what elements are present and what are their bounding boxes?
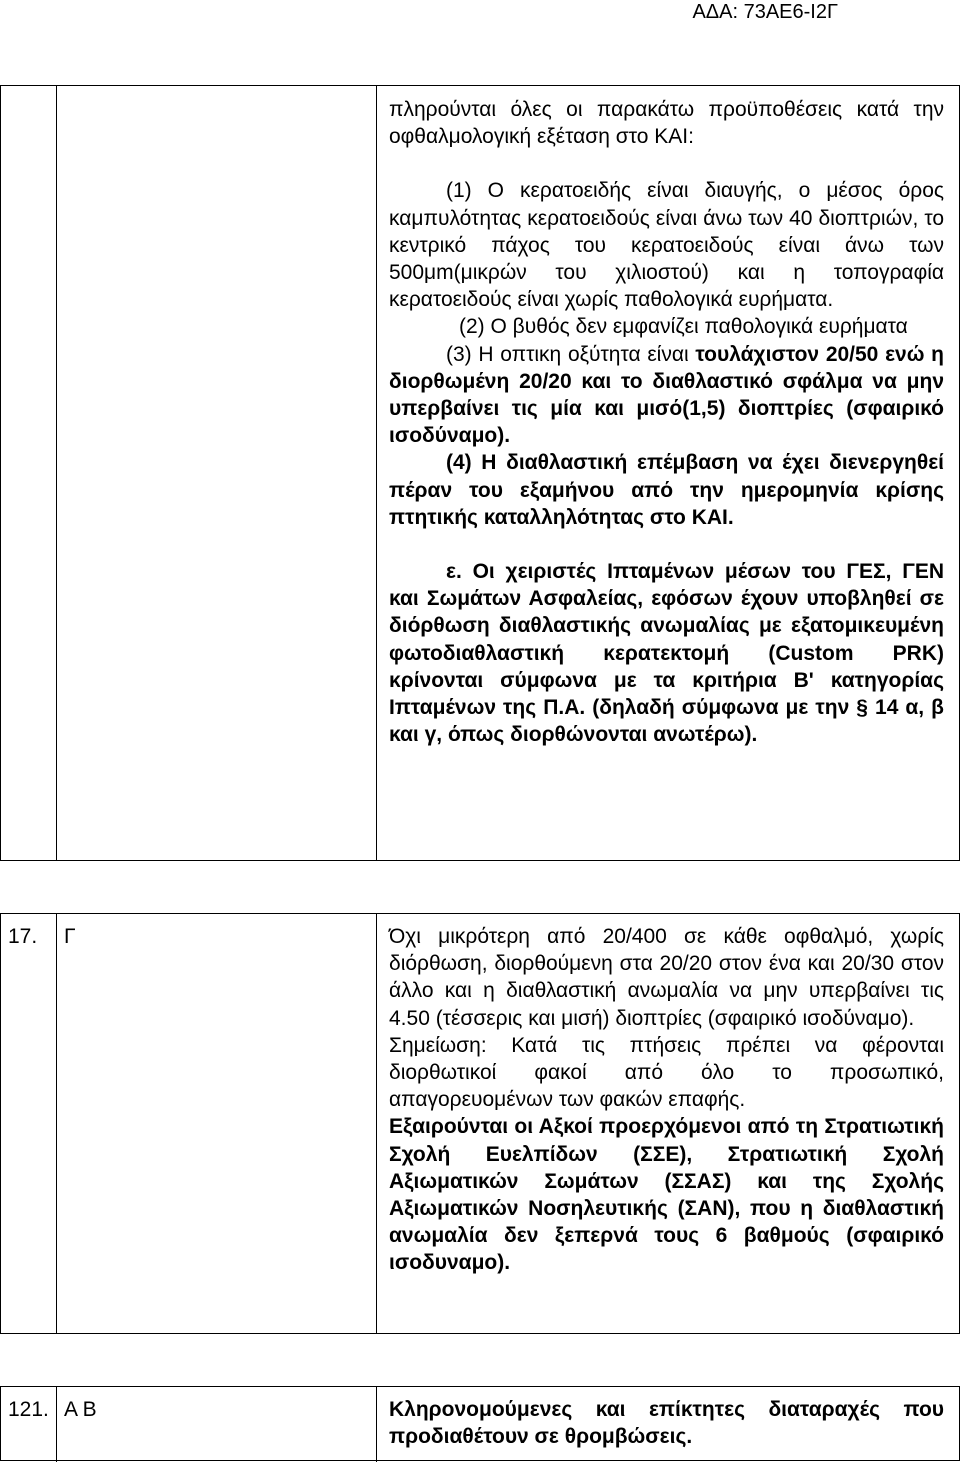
criteria-text-cell xyxy=(389,96,944,748)
row-17-paragraph-1: Όχι μικρότερη από 20/400 σε κάθε οφθαλμό, χωρίς διόρθωση, διορθούμενη στα 20/20 στον ένα και 20/30 στον άλλο και η διαθλαστική ανωμαλία να μην υπερβαίνει τις 4.50 (τέσσερις και μισή) διοπτρίες (σφαιρικό ισοδύναμο). xyxy=(389,925,944,1030)
criteria-table-row-17 xyxy=(0,913,960,1334)
column-divider xyxy=(56,86,57,860)
column-divider xyxy=(376,86,377,860)
intro-paragraph: πληρούνται όλες οι παρακάτω προϋποθέσεις κατά την οφθαλμολογική εξέταση στο ΚΑΙ: xyxy=(389,98,944,149)
condition-item-3-bold: τουλάχιστον 20/50 ενώ η διορθωμένη 20/20 και το διαθλαστικό σφάλμα να μην υπερβαίνει τις μία και μισό(1,5) διοπτρίες (σφαιρικό ισοδύναμο). xyxy=(389,342,944,448)
row-number: 17. xyxy=(8,925,38,948)
criteria-table-row-121 xyxy=(0,1386,960,1461)
ada-header: ΑΔΑ: 73ΑΕ6-Ι2Γ xyxy=(692,1,838,23)
row-category: Γ xyxy=(64,925,76,948)
criteria-table-continued xyxy=(0,85,960,861)
row-category: Α Β xyxy=(64,1398,97,1421)
paragraph-e: ε. Οι χειριστές Ιπταμένων μέσων του ΓΕΣ, ΓΕΝ και Σωμάτων Ασφαλείας, εφόσων έχουν υποβληθεί σε διόρθωση διαθλαστικής ανωμαλίας με εξατομικευμένη φωτοδιαθλαστική κερατεκτομή (Custom PRK) κρίνονται σύμφωνα με τα κριτήρια Β' κατηγορίας Ιπταμένων της Π.Α. (δηλαδή σύμφωνα με την § 14 α, β και γ, όπως διορθώνονται ανωτέρω). xyxy=(389,560,944,747)
row-17-exception: Εξαιρούνται οι Αξκοί προερχόμενοι από τη Στρατιωτική Σχολή Ευελπίδων (ΣΣΕ), Στρατιωτική Σχολή Αξιωματικών Σωμάτων (ΣΣΑΣ) και της Σχολής Αξιωματικών Νοσηλευτικής (ΣΑΝ), που η διαθλαστική ανωμαλία δεν ξεπερνά τους 6 βαθμούς (σφαιρικό ισοδυναμο). xyxy=(389,1115,944,1275)
row-17-note: Σημείωση: Κατά τις πτήσεις πρέπει να φέρονται διορθωτικοί φακοί από όλο το προσωπικό, απαγορευομένων των φακών επαφής. xyxy=(389,1033,944,1112)
column-divider xyxy=(376,914,377,1333)
row-17-text-cell xyxy=(389,923,944,1277)
condition-item-3-prefix: (3) Η οπτικη οξύτητα είναι xyxy=(446,342,689,366)
column-divider xyxy=(56,914,57,1333)
condition-item-3 xyxy=(389,341,944,450)
condition-item-4: (4) Η διαθλαστική επέμβαση να έχει διενεργηθεί πέραν του εξαμήνου από την ημερομηνία κρίσης πτητικής καταλληλότητας στο ΚΑΙ. xyxy=(389,451,944,529)
condition-item-1: (1) Ο κερατοειδής είναι διαυγής, ο μέσος όρος καμπυλότητας κερατοειδούς είναι άνω των 40 διοπτριών, το κεντρικό πάχος του κερατοειδούς είναι άνω των 500μm(μικρών του χιλιοστού) και η τοπογραφία κερατοειδούς είναι χωρίς παθολογικά ευρήματα. xyxy=(389,179,944,312)
row-121-text: Κληρονομούμενες και επίκτητες διαταραχές που προδιαθέτουν σε θρομβώσεις. xyxy=(389,1398,944,1449)
row-121-text-cell xyxy=(389,1396,944,1450)
condition-item-2: (2) Ο βυθός δεν εμφανίζει παθολογικά ευρήματα xyxy=(459,315,908,339)
column-divider xyxy=(376,1387,377,1462)
column-divider xyxy=(56,1387,57,1462)
row-number: 121. xyxy=(8,1398,49,1421)
